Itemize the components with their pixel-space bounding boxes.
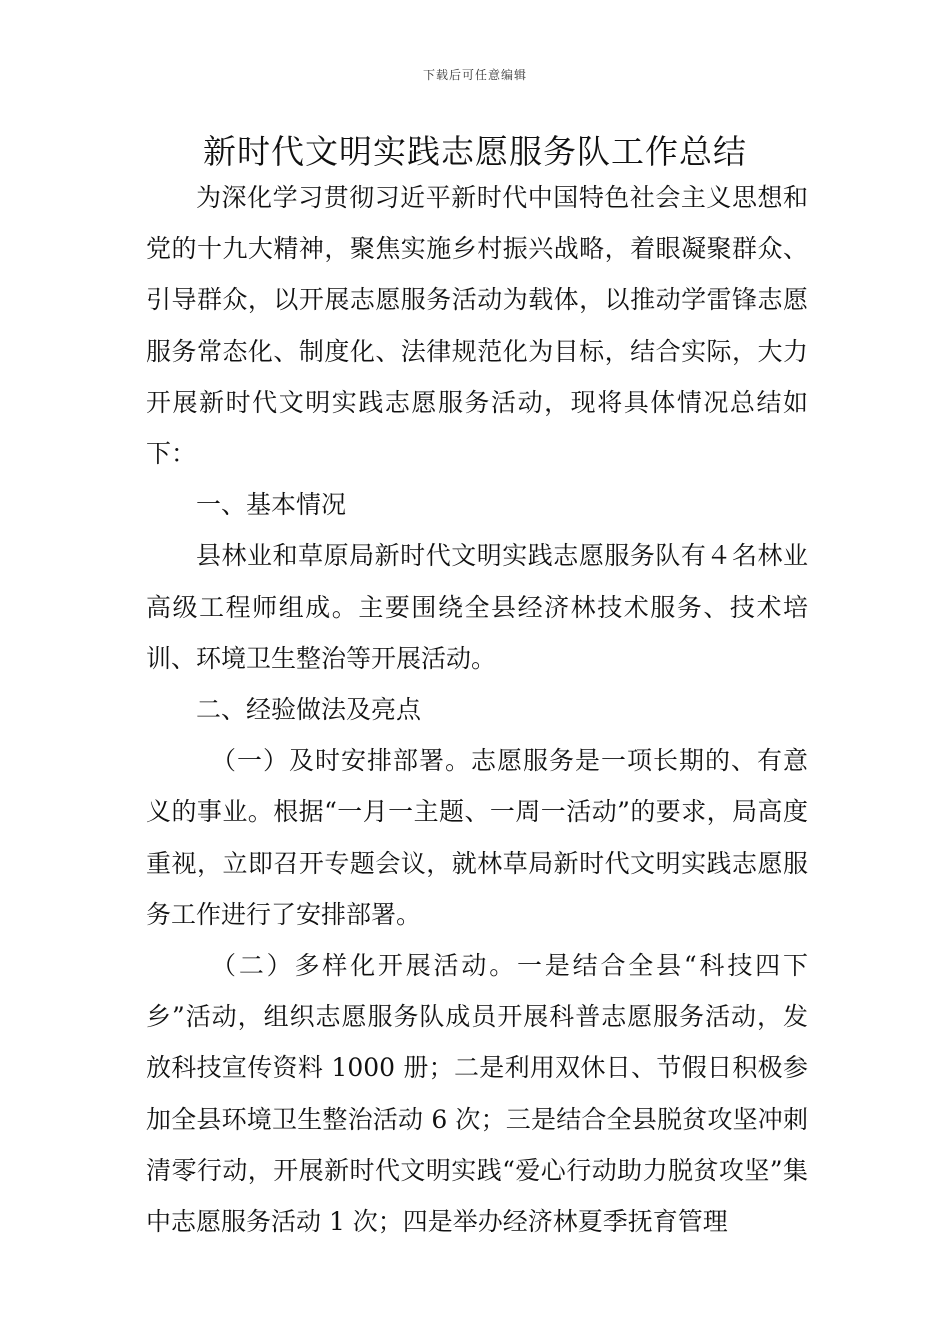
header-note: 下载后可任意编辑 — [422, 68, 527, 82]
document-body — [146, 172, 808, 1247]
subsection-1-paragraph: （一）及时安排部署。志愿服务是一项长期的、有意义的事业。根据“一月一主题、一周一活动”的要求，局高度重视，立即召开专题会议，就林草局新时代文明实践志愿服务工作进行了安排部署。 — [146, 746, 808, 929]
basic-situation-paragraph: 县林业和草原局新时代文明实践志愿服务队有４名林业高级工程师组成。主要围绕全县经济林技术服务、技术培训、环境卫生整治等开展活动。 — [146, 541, 808, 673]
document-title: 新时代文明实践志愿服务队工作总结 — [203, 132, 747, 171]
section-heading-experience: 二、经验做法及亮点 — [196, 695, 422, 725]
intro-paragraph: 为深化学习贯彻习近平新时代中国特色社会主义思想和党的十九大精神，聚焦实施乡村振兴战略，着眼凝聚群众、引导群众，以开展志愿服务活动为载体，以推动学雷锋志愿服务常态化、制度化、法律规范化为目标，结合实际，大力开展新时代文明实践志愿服务活动，现将具体情况总结如下： — [146, 183, 808, 469]
section-heading-basic: 一、基本情况 — [196, 490, 347, 520]
subsection-2-paragraph: （二）多样化开展活动。一是结合全县“科技四下乡”活动，组织志愿服务队成员开展科普志愿服务活动，发放科技宣传资料 1000 册；二是利用双休日、节假日积极参加全县环境卫生整治活动 6 次；三是结合全县脱贫攻坚冲刺清零行动，开展新时代文明实践“爱心行动助力脱贫攻坚”集中志愿服务活动 1 次；四是举办经济林夏季抚育管理 — [146, 951, 808, 1237]
